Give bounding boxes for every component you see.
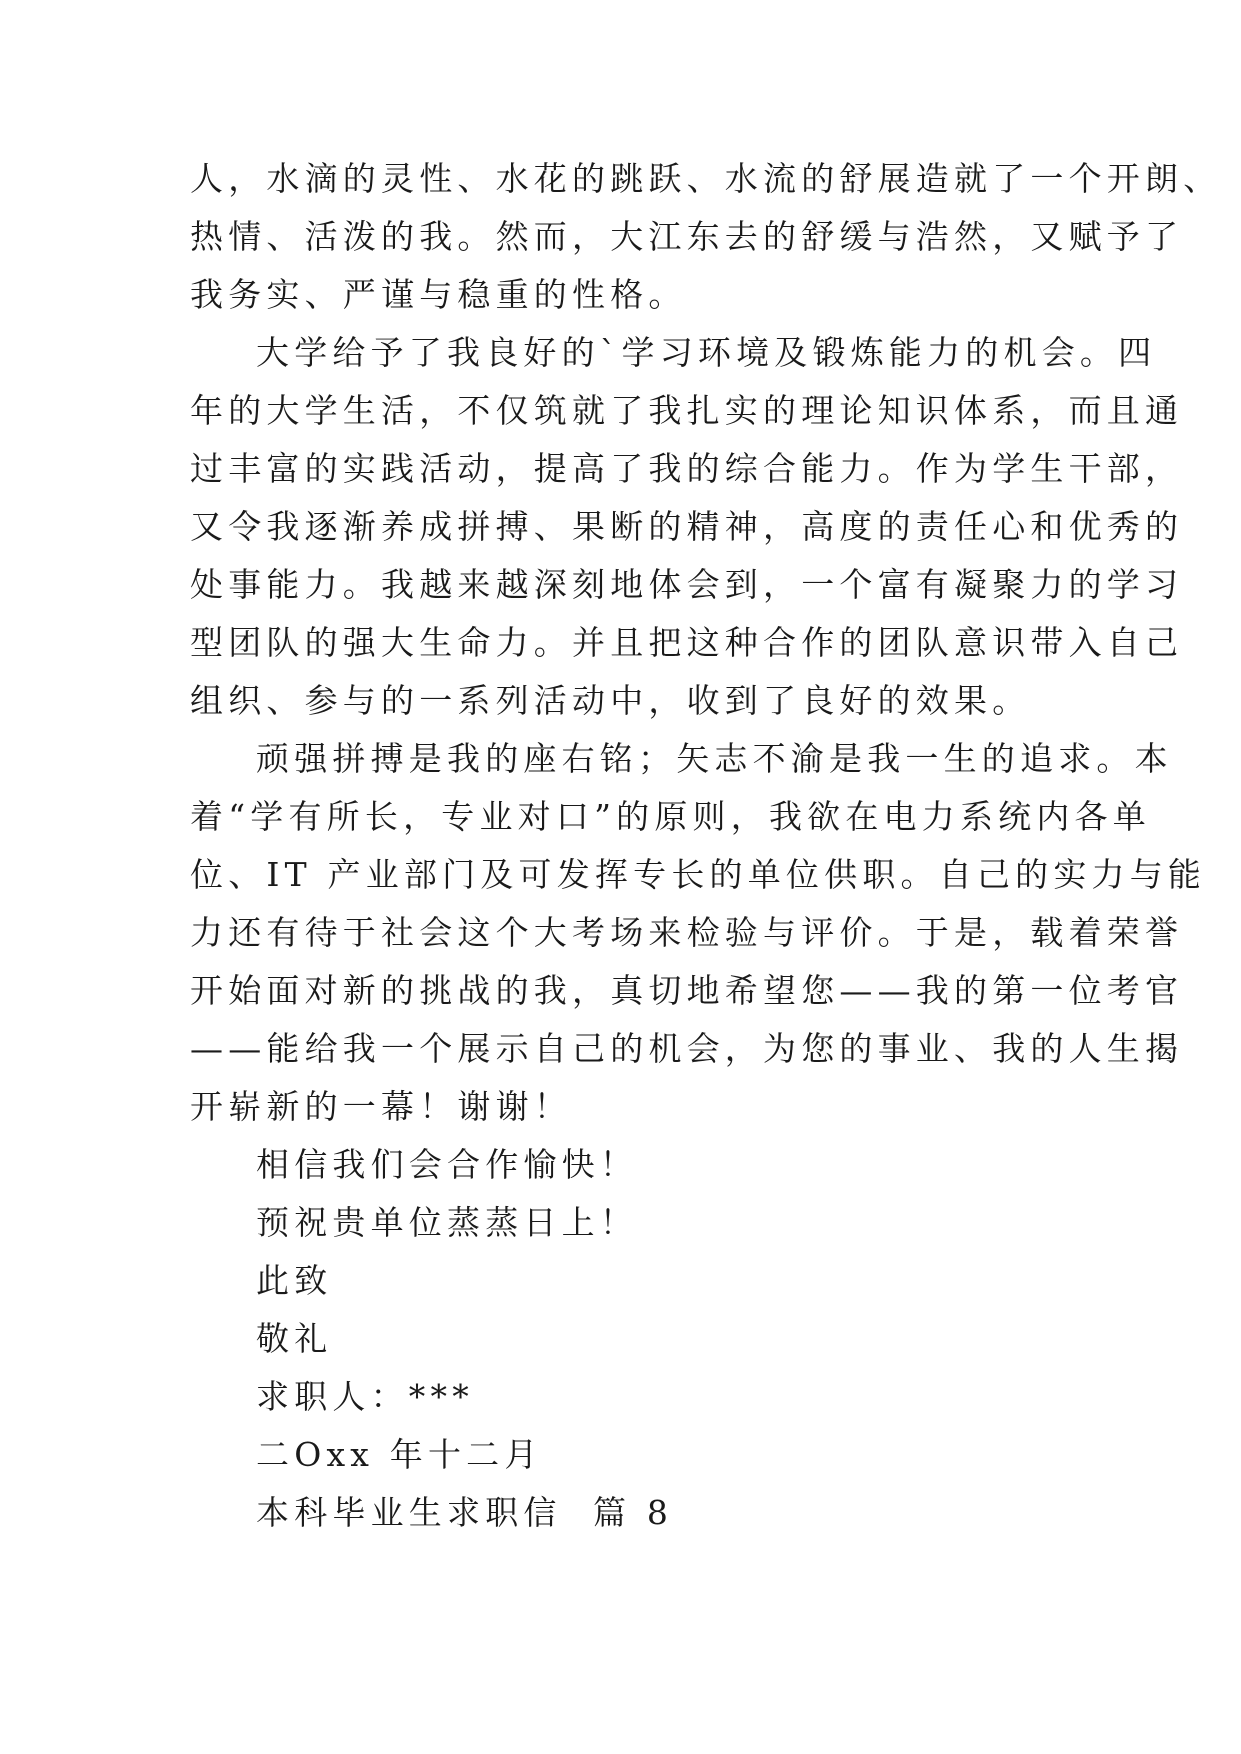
text-line: 过丰富的实践活动，提高了我的综合能力。作为学生干部， — [190, 449, 1184, 488]
next-section-title: 本科毕业生求职信 篇 8 — [256, 1493, 674, 1532]
signature: 求职人：*** — [256, 1377, 474, 1416]
text-line: ——能给我一个展示自己的机会，为您的事业、我的人生揭 — [190, 1029, 1184, 1068]
letter-closing — [190, 1136, 1052, 1542]
paragraph-university — [190, 324, 1184, 730]
closing-wish-cooperation: 相信我们会合作愉快！ — [256, 1145, 638, 1184]
text-line: 又令我逐渐养成拼搏、果断的精神，高度的责任心和优秀的 — [190, 507, 1184, 546]
text-line: 热情、活泼的我。然而，大江东去的舒缓与浩然，又赋予了 — [190, 217, 1184, 256]
paragraph-motto — [190, 730, 1207, 1136]
text-line: 年的大学生活，不仅筑就了我扎实的理论知识体系，而且通 — [190, 391, 1184, 430]
closing-salutation: 此致 — [256, 1261, 333, 1300]
closing-wish-prosperity: 预祝贵单位蒸蒸日上！ — [256, 1203, 638, 1242]
letter-body — [190, 150, 1222, 1542]
letter-date: 二Oxx 年十二月 — [256, 1435, 543, 1474]
text-line: 开始面对新的挑战的我，真切地希望您——我的第一位考官 — [190, 971, 1184, 1010]
text-line: 开崭新的一幕！谢谢！ — [190, 1087, 572, 1126]
text-line: 型团队的强大生命力。并且把这种合作的团队意识带入自己 — [190, 623, 1184, 662]
text-line: 着“学有所长，专业对口”的原则，我欲在电力系统内各单 — [190, 797, 1151, 836]
text-line: 位、IT 产业部门及可发挥专长的单位供职。自己的实力与能 — [190, 855, 1207, 894]
closing-respect: 敬礼 — [256, 1319, 333, 1358]
text-line: 顽强拼搏是我的座右铭；矢志不渝是我一生的追求。本 — [256, 739, 1173, 778]
text-line: 大学给予了我良好的`学习环境及锻炼能力的机会。四 — [256, 333, 1157, 372]
text-line: 我务实、严谨与稳重的性格。 — [190, 275, 687, 314]
text-line: 组织、参与的一系列活动中，收到了良好的效果。 — [190, 681, 1031, 720]
text-line: 处事能力。我越来越深刻地体会到，一个富有凝聚力的学习 — [190, 565, 1184, 604]
paragraph-personality — [190, 150, 1222, 324]
text-line: 力还有待于社会这个大考场来检验与评价。于是，载着荣誉 — [190, 913, 1184, 952]
text-line: 人，水滴的灵性、水花的跳跃、水流的舒展造就了一个开朗、 — [190, 159, 1222, 198]
